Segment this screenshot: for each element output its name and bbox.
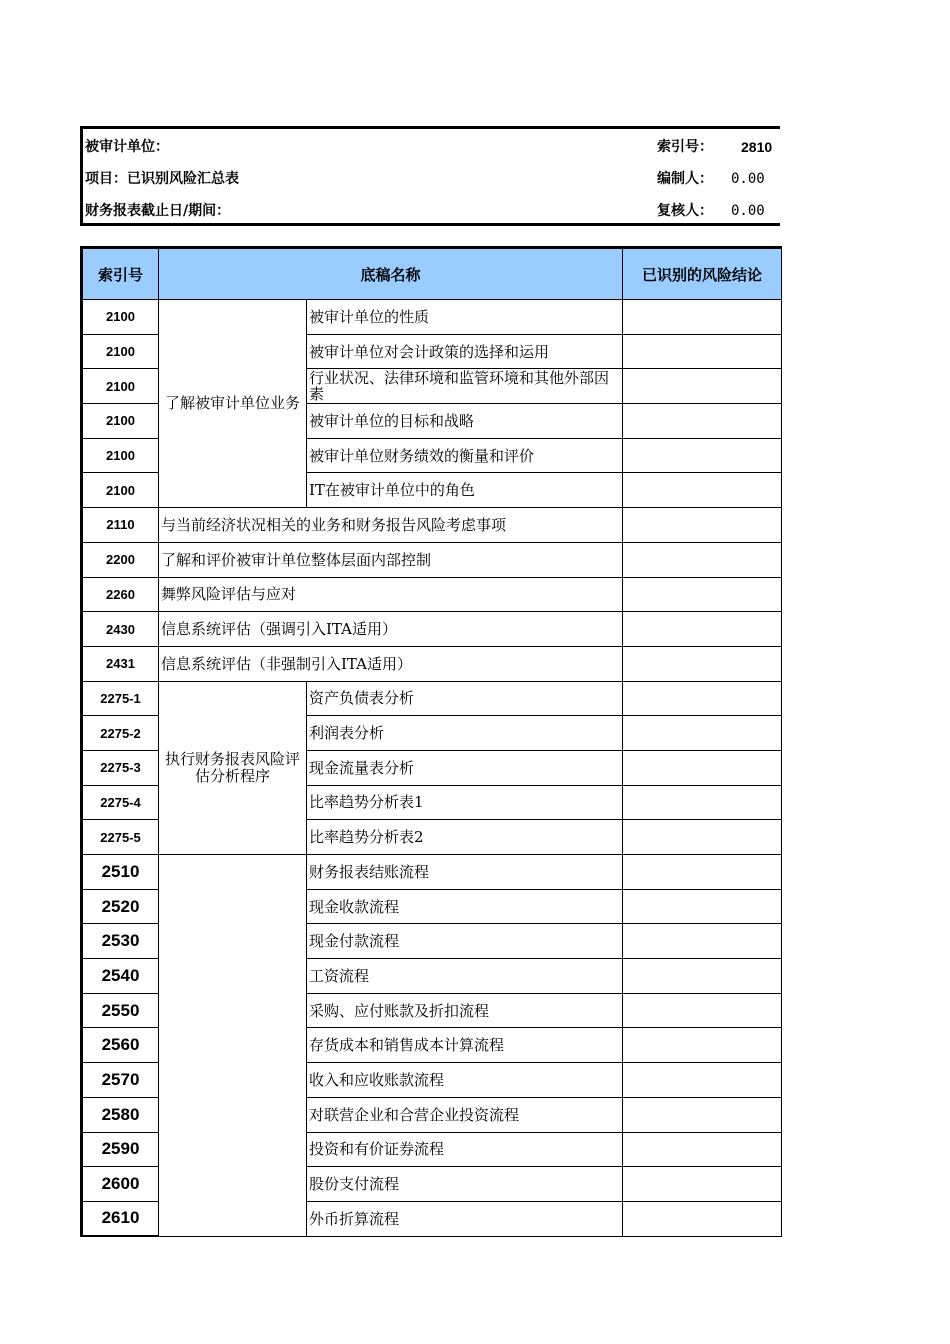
reviewer-key: 复核人： — [657, 203, 713, 219]
row-conclusion[interactable] — [623, 959, 782, 994]
row-name[interactable]: 股份支付流程 — [307, 1167, 623, 1202]
preparer-value[interactable]: 0.00 — [731, 171, 765, 187]
row-conclusion[interactable] — [623, 438, 782, 473]
row-name[interactable]: 利润表分析 — [307, 716, 623, 751]
table-row — [82, 508, 782, 543]
row-name[interactable]: 信息系统评估（非强制引入ITA适用） — [159, 646, 623, 681]
header-row-period — [83, 196, 780, 226]
row-conclusion[interactable] — [623, 334, 782, 369]
group-label[interactable]: 了解被审计单位业务 — [159, 300, 307, 508]
row-name[interactable]: 与当前经济状况相关的业务和财务报告风险考虑事项 — [159, 508, 623, 543]
row-index[interactable]: 2100 — [82, 438, 159, 473]
reviewer-value[interactable]: 0.00 — [731, 203, 765, 219]
row-conclusion[interactable] — [623, 508, 782, 543]
row-name[interactable]: 投资和有价证券流程 — [307, 1132, 623, 1167]
column-header-index: 索引号 — [82, 248, 159, 300]
row-conclusion[interactable] — [623, 473, 782, 508]
row-conclusion[interactable] — [623, 369, 782, 404]
row-index[interactable]: 2275-4 — [82, 785, 159, 820]
row-name[interactable]: 被审计单位对会计政策的选择和运用 — [307, 334, 623, 369]
row-index[interactable]: 2600 — [82, 1167, 159, 1202]
group-label-empty[interactable] — [159, 855, 307, 1237]
row-name[interactable]: 行业状况、法律环境和监管环境和其他外部因素 — [307, 369, 623, 404]
row-name[interactable]: 被审计单位的目标和战略 — [307, 404, 623, 439]
preparer-key: 编制人： — [657, 171, 713, 187]
row-index[interactable]: 2610 — [82, 1201, 159, 1236]
row-conclusion[interactable] — [623, 1028, 782, 1063]
row-conclusion[interactable] — [623, 681, 782, 716]
row-index[interactable]: 2560 — [82, 1028, 159, 1063]
row-index[interactable]: 2580 — [82, 1097, 159, 1132]
row-name[interactable]: 被审计单位财务绩效的衡量和评价 — [307, 438, 623, 473]
row-index[interactable]: 2275-5 — [82, 820, 159, 855]
row-conclusion[interactable] — [623, 889, 782, 924]
row-index[interactable]: 2100 — [82, 404, 159, 439]
row-name[interactable]: 外币折算流程 — [307, 1201, 623, 1236]
index-key: 索引号： — [657, 139, 713, 155]
row-conclusion[interactable] — [623, 1097, 782, 1132]
row-name[interactable]: 现金收款流程 — [307, 889, 623, 924]
row-index[interactable]: 2590 — [82, 1132, 159, 1167]
row-index[interactable]: 2100 — [82, 473, 159, 508]
row-conclusion[interactable] — [623, 300, 782, 335]
row-conclusion[interactable] — [623, 785, 782, 820]
row-name[interactable]: 现金流量表分析 — [307, 750, 623, 785]
header-row-project — [83, 164, 780, 194]
table-row — [82, 300, 782, 335]
row-conclusion[interactable] — [623, 542, 782, 577]
row-index[interactable]: 2540 — [82, 959, 159, 994]
table-row — [82, 612, 782, 647]
table-row — [82, 646, 782, 681]
row-conclusion[interactable] — [623, 1063, 782, 1098]
row-name[interactable]: 资产负债表分析 — [307, 681, 623, 716]
row-name[interactable]: 舞弊风险评估与应对 — [159, 577, 623, 612]
row-index[interactable]: 2100 — [82, 300, 159, 335]
row-index[interactable]: 2275-3 — [82, 750, 159, 785]
worksheet-header — [80, 126, 780, 226]
table-row — [82, 855, 782, 890]
row-index[interactable]: 2100 — [82, 369, 159, 404]
row-index[interactable]: 2200 — [82, 542, 159, 577]
table-row — [82, 542, 782, 577]
row-index[interactable]: 2431 — [82, 646, 159, 681]
period-label: 财务报表截止日/期间： — [85, 203, 231, 219]
row-name[interactable]: IT在被审计单位中的角色 — [307, 473, 623, 508]
group-label[interactable]: 执行财务报表风险评估分析程序 — [159, 681, 307, 854]
row-name[interactable]: 被审计单位的性质 — [307, 300, 623, 335]
row-name[interactable]: 比率趋势分析表1 — [307, 785, 623, 820]
row-conclusion[interactable] — [623, 1201, 782, 1236]
row-index[interactable]: 2100 — [82, 334, 159, 369]
row-index[interactable]: 2520 — [82, 889, 159, 924]
row-index[interactable]: 2550 — [82, 993, 159, 1028]
header-row-unit — [83, 132, 780, 162]
row-conclusion[interactable] — [623, 750, 782, 785]
table-row — [82, 681, 782, 716]
row-name[interactable]: 信息系统评估（强调引入ITA适用） — [159, 612, 623, 647]
row-conclusion[interactable] — [623, 1132, 782, 1167]
row-index[interactable]: 2430 — [82, 612, 159, 647]
row-name[interactable]: 采购、应付账款及折扣流程 — [307, 993, 623, 1028]
row-conclusion[interactable] — [623, 1167, 782, 1202]
column-header-conclusion: 已识别的风险结论 — [623, 248, 782, 300]
row-conclusion[interactable] — [623, 577, 782, 612]
risk-summary-table — [80, 246, 782, 1237]
row-name[interactable]: 比率趋势分析表2 — [307, 820, 623, 855]
row-name[interactable]: 对联营企业和合营企业投资流程 — [307, 1097, 623, 1132]
row-name[interactable]: 财务报表结账流程 — [307, 855, 623, 890]
row-index[interactable]: 2570 — [82, 1063, 159, 1098]
column-header-name: 底稿名称 — [159, 248, 623, 300]
row-conclusion[interactable] — [623, 612, 782, 647]
row-conclusion[interactable] — [623, 820, 782, 855]
row-index[interactable]: 2530 — [82, 924, 159, 959]
row-name[interactable]: 存货成本和销售成本计算流程 — [307, 1028, 623, 1063]
row-name[interactable]: 工资流程 — [307, 959, 623, 994]
table-row — [82, 577, 782, 612]
row-conclusion[interactable] — [623, 646, 782, 681]
row-name[interactable]: 了解和评价被审计单位整体层面内部控制 — [159, 542, 623, 577]
row-index[interactable]: 2275-2 — [82, 716, 159, 751]
row-name[interactable]: 现金付款流程 — [307, 924, 623, 959]
row-conclusion[interactable] — [623, 924, 782, 959]
row-conclusion[interactable] — [623, 404, 782, 439]
project-label: 项目：已识别风险汇总表 — [85, 171, 239, 187]
row-index[interactable]: 2275-1 — [82, 681, 159, 716]
index-value[interactable]: 2810 — [741, 139, 773, 155]
row-conclusion[interactable] — [623, 993, 782, 1028]
row-conclusion[interactable] — [623, 716, 782, 751]
row-index[interactable]: 2510 — [82, 855, 159, 890]
row-index[interactable]: 2110 — [82, 508, 159, 543]
row-conclusion[interactable] — [623, 855, 782, 890]
audited-unit-label: 被审计单位： — [85, 139, 169, 155]
row-index[interactable]: 2260 — [82, 577, 159, 612]
row-name[interactable]: 收入和应收账款流程 — [307, 1063, 623, 1098]
